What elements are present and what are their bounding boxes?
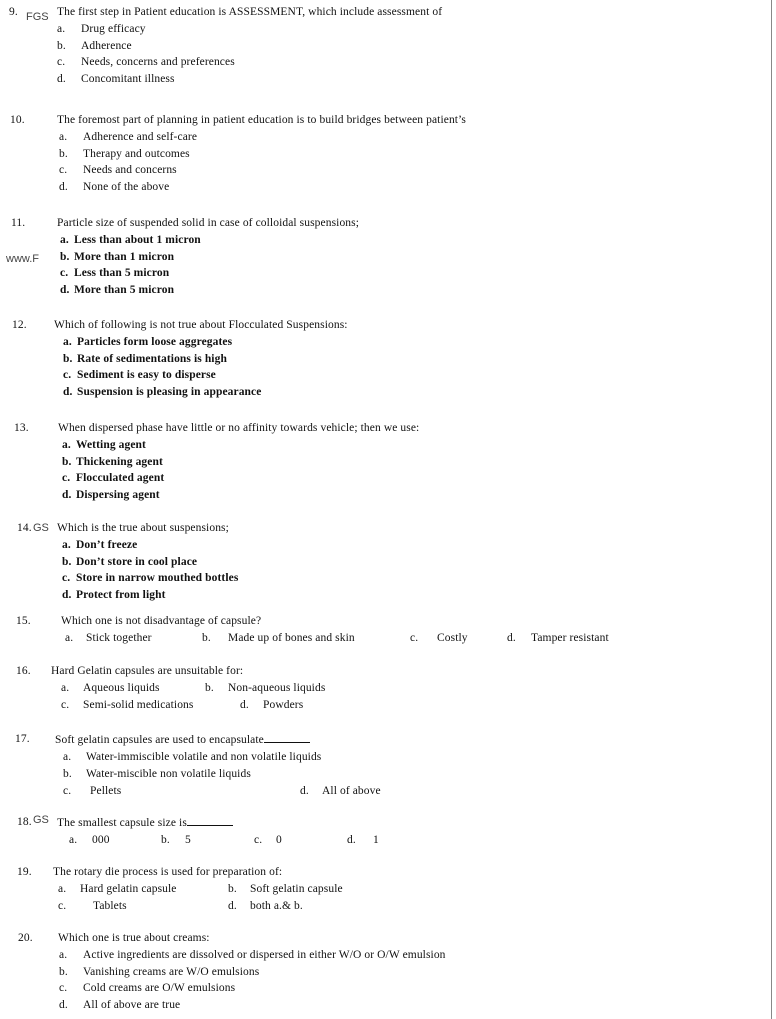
option-c: c. Needs and concerns	[59, 164, 177, 176]
question-stem: When dispersed phase have little or no affinity towards vehicle; then we use:	[58, 422, 420, 434]
watermark-www: www.F	[6, 253, 39, 265]
page-edge	[771, 0, 772, 1019]
option-d-text: Powders	[263, 699, 304, 711]
option-c: c. Cold creams are O/W emulsions	[59, 982, 236, 994]
question-stem: Which one is true about creams:	[58, 932, 210, 944]
options-row-1	[53, 881, 343, 898]
option-c-text: Semi-solid medications	[83, 699, 194, 711]
question-stem: Which is the true about suspensions;	[57, 522, 229, 534]
question-17	[15, 731, 381, 800]
question-stem: The foremost part of planning in patient education is to build bridges between patient’s	[57, 114, 466, 126]
option-b-letter: b.	[228, 883, 237, 895]
question-number: 17.	[15, 733, 30, 745]
option-d-letter: d.	[228, 900, 237, 912]
option-b: b. Adherence	[57, 39, 132, 52]
option-d-letter: d.	[300, 785, 309, 797]
question-number: 16.	[16, 665, 31, 677]
option-c-text: 0	[276, 834, 282, 846]
option-a-letter: a.	[65, 632, 74, 644]
option-c-letter: c.	[61, 699, 70, 711]
option-a: a. Don’t freeze	[62, 539, 138, 551]
question-number: 11.	[11, 217, 26, 229]
question-stem: The rotary die process is used for preparation of:	[53, 866, 283, 878]
option-c-letter: c.	[410, 632, 419, 644]
options-row-cd	[55, 783, 381, 800]
option-d-text: 1	[373, 834, 379, 846]
option-d: d. All of above are true	[59, 998, 181, 1011]
option-c: c. Sediment is easy to disperse	[63, 369, 216, 381]
option-c-text: Costly	[437, 632, 468, 644]
option-a: a. Water-immiscible volatile and non volatile liquids	[63, 751, 322, 763]
option-c-text: Pellets	[90, 785, 122, 797]
option-d-text: Tamper resistant	[531, 632, 609, 644]
option-b-letter: b.	[202, 632, 211, 644]
option-d: d. More than 5 micron	[60, 283, 175, 296]
option-a-text: Stick together	[86, 632, 152, 644]
option-a-letter: a.	[69, 834, 78, 846]
question-19	[17, 864, 343, 915]
question-number: 15.	[16, 615, 31, 627]
option-a: a. Particles form loose aggregates	[63, 336, 233, 348]
option-b: b. Thickening agent	[62, 455, 163, 468]
option-d-letter: d.	[240, 699, 249, 711]
answer-blank	[187, 814, 233, 826]
option-c-letter: c.	[254, 834, 263, 846]
question-10	[10, 112, 466, 195]
options-row-2	[51, 697, 304, 714]
option-a: a. Less than about 1 micron	[60, 234, 201, 246]
option-d: d. Protect from light	[62, 588, 166, 601]
option-b-text: Non-aqueous liquids	[228, 682, 326, 694]
option-b-letter: b.	[161, 834, 170, 846]
option-b: b. Water-miscible non volatile liquids	[63, 768, 251, 780]
question-number: 18.	[17, 816, 32, 828]
option-b: b. More than 1 micron	[60, 250, 175, 263]
option-c-letter: c.	[63, 785, 72, 797]
option-a: a. Drug efficacy	[57, 23, 146, 35]
option-d: d. Suspension is pleasing in appearance	[63, 385, 262, 398]
option-c-text: Tablets	[93, 900, 127, 912]
watermark-gs-14: GS	[33, 522, 49, 534]
question-stem: Particle size of suspended solid in case of colloidal suspensions;	[57, 217, 360, 229]
option-a-letter: a.	[61, 682, 70, 694]
option-d-letter: d.	[347, 834, 356, 846]
option-d-letter: d.	[507, 632, 516, 644]
watermark-fgs: FGS	[26, 11, 49, 23]
option-d-text: All of above	[322, 785, 381, 797]
options-row-1	[51, 680, 326, 697]
options-row-2	[53, 898, 303, 915]
option-a-letter: a.	[58, 883, 67, 895]
option-a: a. Wetting agent	[62, 439, 146, 451]
question-stem: The first step in Patient education is ASSESSMENT, which include assessment of	[57, 6, 443, 18]
question-number: 20.	[18, 932, 33, 944]
option-c: c. Needs, concerns and preferences	[57, 56, 235, 68]
option-b: b. Rate of sedimentations is high	[63, 352, 227, 365]
question-stem: Soft gelatin capsules are used to encapsulate	[55, 731, 310, 749]
option-b-text: Made up of bones and skin	[228, 632, 355, 644]
watermark-gs-18: GS	[33, 814, 49, 826]
question-20	[18, 930, 446, 1013]
option-b-text: 5	[185, 834, 191, 846]
options-row	[57, 832, 379, 849]
option-b-letter: b.	[205, 682, 214, 694]
option-a: a. Active ingredients are dissolved or dispersed in either W/O or O/W emulsion	[59, 949, 446, 961]
question-number: 14.	[17, 522, 32, 534]
question-number: 9.	[9, 6, 18, 18]
question-stem: Which of following is not true about Flocculated Suspensions:	[54, 319, 348, 331]
question-16	[16, 663, 326, 714]
option-d-text: both a.& b.	[250, 900, 303, 912]
option-c: c. Flocculated agent	[62, 472, 165, 484]
option-d: d. Dispersing agent	[62, 488, 160, 501]
option-a-text: 000	[92, 834, 110, 846]
question-number: 10.	[10, 114, 25, 126]
option-a-text: Hard gelatin capsule	[80, 883, 177, 895]
option-a: a. Adherence and self-care	[59, 131, 198, 143]
question-stem: The smallest capsule size is	[57, 814, 233, 832]
question-15	[16, 613, 609, 647]
question-stem: Hard Gelatin capsules are unsuitable for:	[51, 665, 244, 677]
option-d: d. None of the above	[59, 180, 170, 193]
option-d: d. Concomitant illness	[57, 72, 175, 85]
options-row	[61, 630, 609, 647]
option-b: b. Therapy and outcomes	[59, 147, 190, 160]
option-a-text: Aqueous liquids	[83, 682, 160, 694]
option-b-text: Soft gelatin capsule	[250, 883, 343, 895]
question-number: 12.	[12, 319, 27, 331]
question-number: 13.	[14, 422, 29, 434]
option-c: c. Less than 5 micron	[60, 267, 170, 279]
answer-blank	[264, 731, 310, 743]
option-c: c. Store in narrow mouthed bottles	[62, 572, 239, 584]
question-number: 19.	[17, 866, 32, 878]
question-13	[14, 420, 420, 503]
question-12	[12, 317, 348, 400]
option-b: b. Vanishing creams are W/O emulsions	[59, 965, 260, 978]
option-c-letter: c.	[58, 900, 67, 912]
option-b: b. Don’t store in cool place	[62, 555, 198, 568]
question-stem: Which one is not disadvantage of capsule?	[61, 615, 262, 627]
